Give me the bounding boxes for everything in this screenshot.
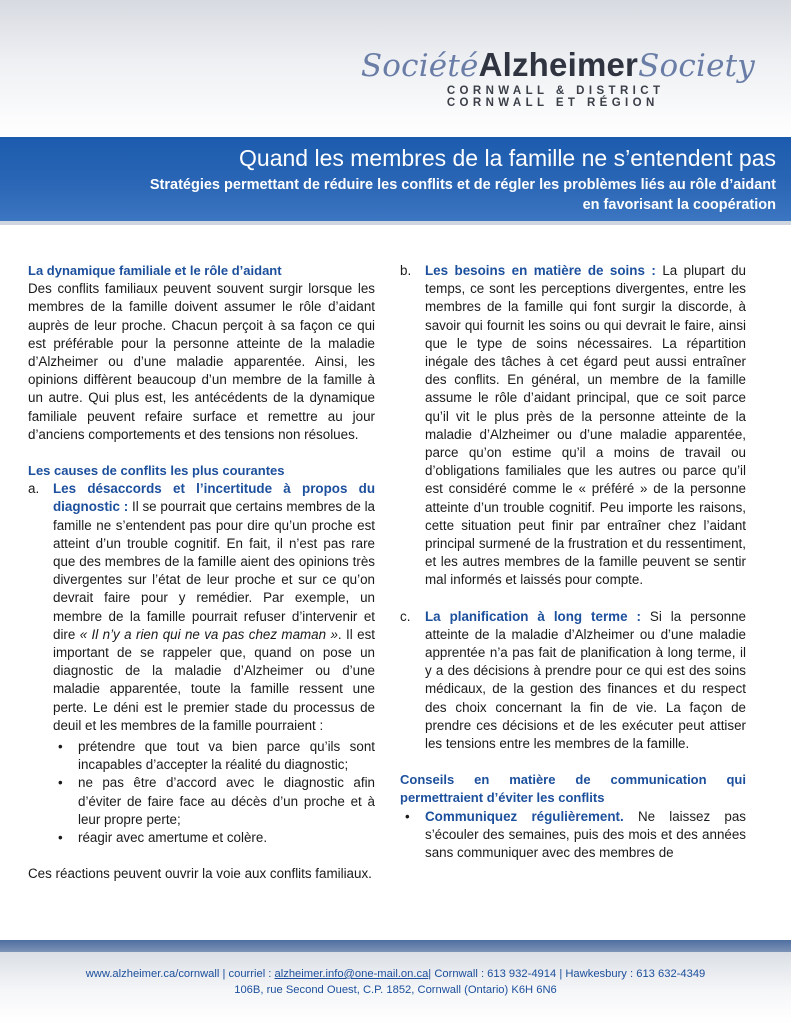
list-item-a: [28, 480, 375, 847]
item-lead: Les besoins en matière de soins :: [425, 263, 656, 278]
list-marker: b.: [400, 263, 412, 278]
bullet-item: [53, 738, 375, 774]
list-item-c: [400, 608, 746, 754]
item-lead: La planification à long terme :: [425, 608, 641, 624]
logo-subtitle-fr: CORNWALL ET RÉGION: [446, 97, 659, 109]
item-text: Il se pourrait que certains membres de la famille ne s’entendent pas pour dire qu’un proche est atteint d’un trouble cognitif. En fait, il n’est pas rare que des membres de la famille aient des opinions très divergentes sur l’état de leur proche et sur ce qu’on devrait faire pour y remédier. Par exemple, un membre de la famille pourrait refuser d’intervenir et dire: [53, 499, 376, 642]
phone-hawkesbury: Hawkesbury : 613 632-4349: [565, 968, 706, 980]
section-heading-communication: Conseils en matière de communication qui permettraient d’éviter les conflits: [400, 772, 746, 806]
bullet-dot-icon: •: [58, 775, 63, 791]
phone-cornwall: Cornwall : 613 932-4914: [434, 968, 557, 980]
bullet-list: [53, 738, 375, 847]
item-text: Si la personne atteinte de la maladie d’Alzheimer ou d’une maladie apprentée n’a pas fait de planification à long terme, il y a des décisions à prendre pour ce qui est des soins médicaux, de la gestion des finances et du respect des choix concernant la fin de vie. La façon de prendre ces décisions et de les exécuter peut attiser les tensions entre les membres de la famille.: [425, 608, 746, 752]
bullet-item: [400, 808, 746, 863]
bullet-item: [53, 829, 375, 847]
footer-address: 106B, rue Second Ouest, C.P. 1852, Cornwall (Ontario) K6H 6N6: [234, 984, 557, 996]
bullet-text: réagir avec amertume et colère.: [78, 830, 268, 846]
email-link[interactable]: alzheimer.info@one-mail.on.ca: [274, 968, 429, 980]
bullet-item: [53, 774, 375, 829]
page-header: [0, 0, 791, 137]
list-marker: a.: [28, 481, 40, 497]
website-link[interactable]: www.alzheimer.ca/cornwall: [85, 968, 220, 980]
section-heading-family-dynamics: La dynamique familiale et le rôle d’aidant: [28, 263, 282, 278]
list-item-body: [53, 480, 375, 847]
bullet-text: [425, 808, 746, 863]
bullet-dot-icon: •: [405, 808, 410, 824]
society-logo: [361, 46, 755, 109]
item-lead: Les désaccords et l’incertitude à propos du diagnostic :: [53, 481, 375, 515]
email-label: courriel :: [228, 968, 275, 980]
item-text: La plupart du temps, ce sont les perceptions divergentes, entre les membres de la famille qui font surgir la discorde, à savoir qui fournit les soins ou qui devrait le faire, ainsi que le type de soins nécessaires. La répartition inégale des tâches à cet égard peut aussi entraîner des conflits. En général, un membre de la famille assume le rôle d’aidant principal, que ce soit parce qu’il vit le plus près de la personne atteinte de la maladie d’Alzheimer ou d’une maladie apparentée, parce qu’on estime qu’il a moins de travail ou d’obligations familiales que les autres ou parce qu’il est considéré comme le « préféré » de la personne atteinte d’un trouble cognitif. Peu importe les raisons, cette situation peut finir par entraîner chez l’aidant principal surmené de la frustration et du ressentiment, et les autres membres de la famille peuvent se sentir mal informés et laissés pour compte.: [425, 263, 746, 588]
list-marker: c.: [400, 608, 411, 624]
paragraph-family-dynamics: Des conflits familiaux peuvent souvent surgir lorsque les membres de la famille doivent assumer le rôle d’aidant auprès de leur proche. Chacun perçoit à sa façon ce qui est préférable pour la personne atteinte de la maladie d’Alzheimer ou d’une maladie apparentée. Ainsi, les opinions diffèrent beaucoup d’un membre de la famille à un autre. Qui plus est, les antécédents de la dynamique familiale peuvent refaire surface et remettre au jour d’anciens comportements et des tensions non résolues.: [28, 281, 375, 442]
tip-text: Ne laissez pas s’écouler des semaines, puis des mois et des années sans communiquer avec des membres de: [425, 808, 746, 861]
bullet-text: ne pas être d’accord avec le diagnostic afin d’éviter de faire face au décès d’un proche et à leur propre perte;: [78, 775, 375, 827]
bullet-dot-icon: •: [58, 830, 63, 846]
title-banner: [0, 137, 791, 225]
logo-subtitle-en: CORNWALL & DISTRICT: [446, 85, 665, 97]
logo-word-alzheimer: Alzheimer: [478, 46, 639, 83]
footer-bar: [0, 940, 791, 952]
page-subtitle: Stratégies permettant de réduire les conflits et de régler les problèmes liés au rôle d’aidant en favorisant la coopération: [149, 177, 776, 213]
page-footer: [0, 940, 791, 1024]
bullet-text: prétendre que tout va bien parce qu’ils sont incapables d’accepter la réalité du diagnostic;: [78, 739, 375, 773]
section-heading-causes: Les causes de conflits les plus courantes: [28, 463, 285, 479]
list-item-body: [425, 608, 746, 754]
logo-wordmark: [361, 46, 755, 85]
list-item-b: [400, 262, 746, 590]
right-column: [400, 262, 746, 862]
page-title: Quand les membres de la famille ne s’entendent pas: [239, 145, 776, 171]
tip-lead: Communiquez régulièrement.: [425, 808, 624, 824]
item-text-continued: . Il est important de se rappeler que, quand on pose un diagnostic de la maladie d’Alzheimer ou d’une maladie apparentée, toute la famille ressent une perte. Le déni est le premier stade du processus de deuil et les membres de la famille pourraient :: [53, 626, 375, 733]
logo-word-society: Society: [638, 48, 755, 84]
bullet-dot-icon: •: [58, 739, 63, 755]
tips-list: [400, 808, 746, 863]
footer-line-1: www.alzheimer.ca/cornwall | courriel : alzheimer.info@one-mail.on.ca| Cornwall : 613 932-4914 | Hawkesbury : 613 632-4349: [85, 968, 706, 980]
left-column: [28, 262, 375, 884]
footer-contact: [0, 952, 791, 998]
list-item-body: [425, 262, 746, 590]
item-quote: « Il n’y a rien qui ne va pas chez maman »: [79, 626, 338, 642]
paragraph-reactions: Ces réactions peuvent ouvrir la voie aux conflits familiaux.: [28, 866, 372, 882]
logo-word-societe: Société: [360, 48, 479, 84]
